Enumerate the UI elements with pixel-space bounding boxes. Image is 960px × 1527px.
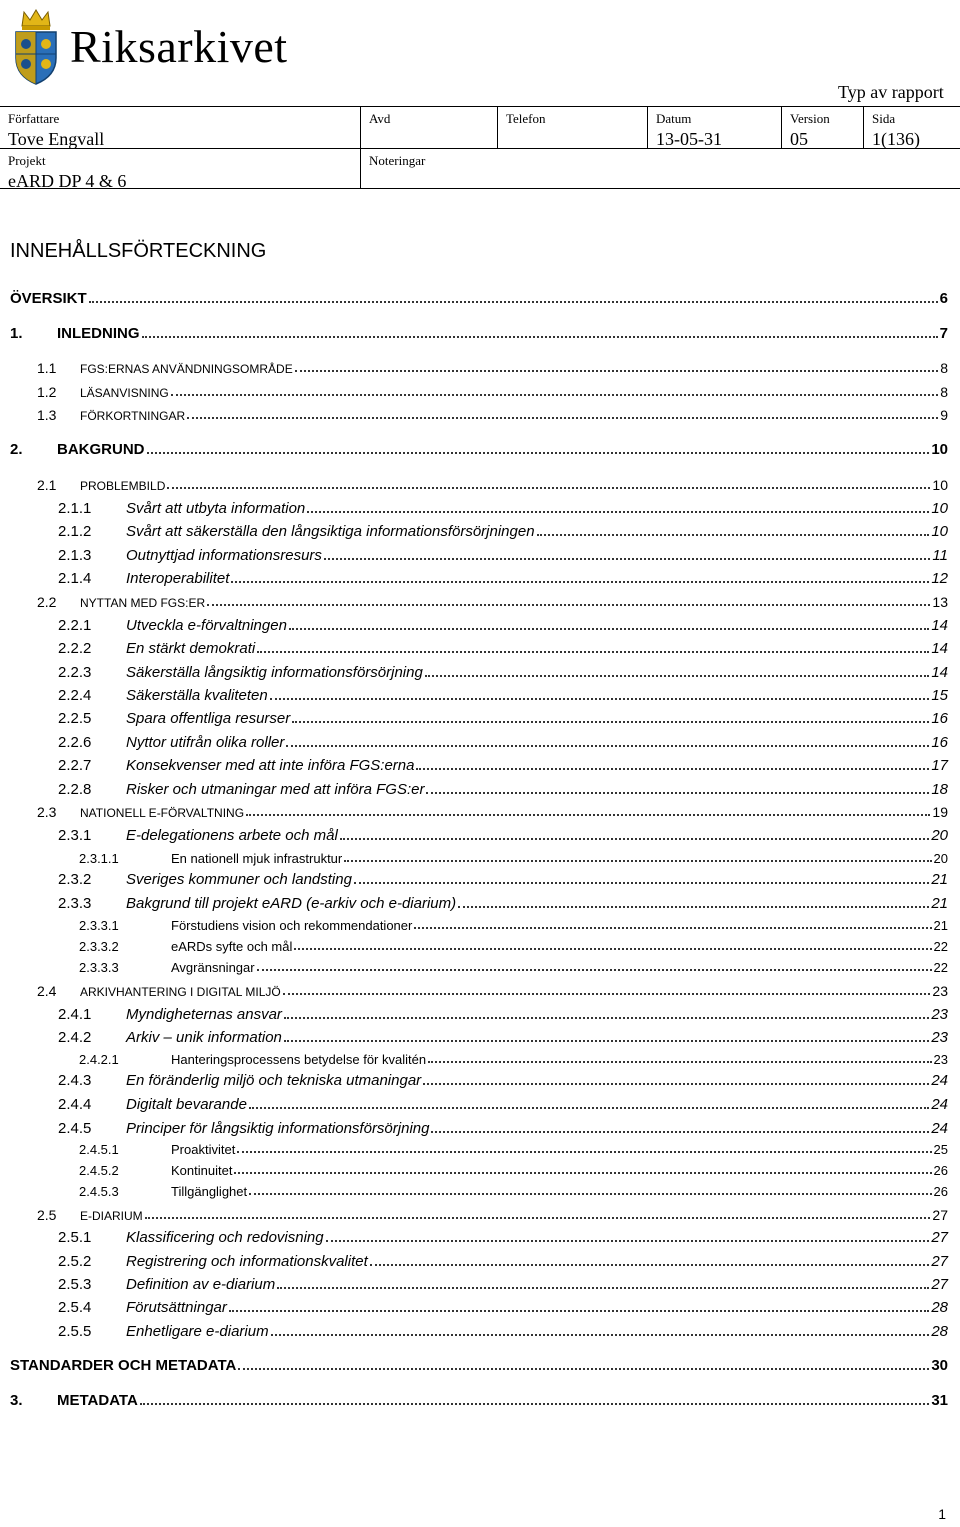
toc-entry-number: 2.3 — [37, 804, 57, 820]
toc-entry-page: 10 — [931, 441, 948, 458]
toc-leader-dots — [140, 1402, 929, 1405]
toc-entry-page: 17 — [931, 757, 948, 774]
toc-entry-title: Proaktivitet — [171, 1142, 236, 1157]
toc-entry[interactable] — [58, 781, 948, 798]
toc-entry-page: 23 — [931, 1006, 948, 1023]
toc-entry[interactable] — [37, 477, 948, 493]
notes-label: Noteringar — [369, 153, 426, 168]
header-table — [0, 106, 960, 189]
toc-entry-page: 31 — [931, 1392, 948, 1409]
toc-entry-number: 2.3.3 — [58, 895, 92, 912]
toc-leader-dots — [283, 992, 931, 995]
toc-entry-number: 2.2.8 — [58, 781, 92, 798]
toc-entry[interactable] — [58, 1006, 948, 1023]
toc-entry[interactable] — [10, 441, 948, 458]
toc-entry-number: 1.3 — [37, 407, 57, 423]
toc-entry-title: NYTTAN MED FGS:ER — [80, 596, 206, 610]
toc-entry-page: 24 — [931, 1072, 948, 1089]
toc-leader-dots — [246, 813, 930, 816]
toc-entry-title: Avgränsningar — [171, 960, 255, 975]
toc-entry-title: En nationell mjuk infrastruktur — [171, 851, 343, 866]
toc-leader-dots — [229, 1309, 929, 1312]
toc-entry[interactable] — [37, 983, 948, 999]
toc-leader-dots — [270, 697, 930, 700]
toc-entry-title: INLEDNING — [57, 325, 140, 342]
toc-leader-dots — [238, 1367, 929, 1370]
toc-entry-title: ARKIVHANTERING I DIGITAL MILJÖ — [80, 985, 281, 999]
toc-leader-dots — [187, 416, 938, 419]
toc-entry[interactable] — [58, 895, 948, 912]
toc-entry[interactable] — [58, 523, 948, 540]
toc-entry-number: 2.5 — [37, 1207, 57, 1223]
toc-entry-title: Nyttor utifrån olika roller — [126, 734, 285, 751]
toc-entry-title: Hanteringsprocessens betydelse för kvalitén — [171, 1052, 427, 1067]
toc-entry-title: Outnyttjad informationsresurs — [126, 547, 322, 564]
toc-leader-dots — [426, 791, 929, 794]
toc-leader-dots — [370, 1263, 930, 1266]
toc-entry-page: 14 — [931, 617, 948, 634]
toc-entry[interactable] — [58, 570, 948, 587]
toc-entry-number: 2.2.1 — [58, 617, 92, 634]
toc-entry-page: 16 — [931, 734, 948, 751]
toc-entry[interactable] — [58, 1120, 948, 1137]
toc-entry-page: 11 — [932, 547, 948, 564]
toc-entry-number: 2.3.1.1 — [79, 851, 119, 866]
toc-entry-number: 2.5.1 — [58, 1229, 92, 1246]
toc-entry[interactable] — [58, 1299, 948, 1316]
toc-entry-title: Principer för långsiktig informationsförsörjning — [126, 1120, 430, 1137]
toc-entry-page: 23 — [932, 983, 948, 999]
toc-entry-page: 26 — [933, 1163, 948, 1178]
toc-entry-number: 2.2.5 — [58, 710, 92, 727]
toc-entry-number: 2.3.3.2 — [79, 939, 119, 954]
toc-leader-dots — [277, 1286, 929, 1289]
toc-entry-title: STANDARDER OCH METADATA — [10, 1357, 237, 1374]
toc-entry-title: ÖVERSIKT — [10, 290, 87, 307]
toc-entry[interactable] — [37, 804, 948, 820]
toc-entry-page: 30 — [931, 1357, 948, 1374]
toc-leader-dots — [147, 451, 930, 454]
toc-entry-title: Förutsättningar — [126, 1299, 227, 1316]
coat-of-arms-icon — [10, 6, 62, 86]
toc-entry-number: 2. — [10, 441, 23, 458]
toc-leader-dots — [249, 1106, 929, 1109]
toc-entry-page: 14 — [931, 664, 948, 681]
page-value: 1(136) — [872, 129, 920, 149]
toc-leader-dots — [249, 1192, 931, 1195]
toc-leader-dots — [284, 1016, 929, 1019]
toc-leader-dots — [145, 1216, 931, 1219]
toc-entry[interactable] — [79, 1052, 948, 1067]
toc-leader-dots — [294, 947, 931, 950]
author-value: Tove Engvall — [8, 129, 105, 149]
toc-entry-page: 18 — [931, 781, 948, 798]
toc-entry[interactable] — [58, 1029, 948, 1046]
toc-entry[interactable] — [58, 547, 948, 564]
toc-leader-dots — [354, 881, 929, 884]
toc-entry-page: 20 — [931, 827, 948, 844]
date-value: 13-05-31 — [656, 129, 722, 149]
toc-entry-page: 27 — [932, 1207, 948, 1223]
toc-entry[interactable] — [79, 918, 948, 933]
toc-entry-title: Interoperabilitet — [126, 570, 230, 587]
toc-entry[interactable] — [37, 594, 948, 610]
toc-entry-number: 2.1 — [37, 477, 57, 493]
toc-entry-number: 2.4.5.2 — [79, 1163, 119, 1178]
toc-entry-number: 2.2.4 — [58, 687, 92, 704]
toc-entry-title: NATIONELL E-FÖRVALTNING — [80, 806, 245, 820]
toc-leader-dots — [257, 650, 929, 653]
toc-entry-number: 2.1.2 — [58, 523, 92, 540]
toc-entry-title: eARDs syfte och mål — [171, 939, 293, 954]
toc-entry-page: 15 — [931, 687, 948, 704]
toc-entry[interactable] — [58, 1253, 948, 1270]
toc-entry-page: 26 — [933, 1184, 948, 1199]
toc-entry-number: 2.4.5.1 — [79, 1142, 119, 1157]
toc-leader-dots — [286, 744, 929, 747]
toc-entry-number: 3. — [10, 1392, 23, 1409]
toc-entry-page: 27 — [931, 1253, 948, 1270]
toc-entry-number: 2.5.4 — [58, 1299, 92, 1316]
toc-leader-dots — [237, 1150, 931, 1153]
page-cell — [864, 107, 960, 149]
toc-entry-page: 16 — [931, 710, 948, 727]
author-cell — [0, 107, 361, 149]
toc-entry-title: Kontinuitet — [171, 1163, 233, 1178]
toc-entry[interactable] — [79, 1163, 948, 1178]
toc-entry-page: 10 — [931, 500, 948, 517]
toc-leader-dots — [324, 557, 931, 560]
toc-entry-page: 22 — [933, 960, 948, 975]
toc-entry-number: 2.5.5 — [58, 1323, 92, 1340]
toc-entry-title: LÄSANVISNING — [80, 386, 169, 400]
toc-entry-page: 27 — [931, 1229, 948, 1246]
toc-entry-title: Säkerställa kvaliteten — [126, 687, 268, 704]
toc-entry-number: 2.3.1 — [58, 827, 92, 844]
toc-entry-title: Enhetligare e-diarium — [126, 1323, 269, 1340]
toc-entry[interactable] — [79, 960, 948, 975]
toc-entry-number: 2.4.5 — [58, 1120, 92, 1137]
toc-entry[interactable] — [58, 687, 948, 704]
toc-entry-page: 24 — [931, 1096, 948, 1113]
toc-entry-page: 21 — [931, 895, 948, 912]
toc-leader-dots — [295, 369, 939, 372]
toc-entry-page: 25 — [933, 1142, 948, 1157]
author-label: Författare — [8, 111, 60, 126]
toc-leader-dots — [425, 674, 930, 677]
toc-leader-dots — [340, 837, 930, 840]
toc-entry-number: 1.1 — [37, 360, 57, 376]
dept-label: Avd — [369, 111, 391, 126]
toc-entry-page: 7 — [939, 325, 948, 342]
toc-leader-dots — [89, 300, 938, 303]
toc-entry[interactable] — [79, 1184, 948, 1199]
toc-entry-number: 2.2.6 — [58, 734, 92, 751]
toc-entry-title: Registrering och informationskvalitet — [126, 1253, 368, 1270]
toc-entry-number: 2.2.3 — [58, 664, 92, 681]
toc-leader-dots — [289, 627, 929, 630]
toc-entry-page: 6 — [939, 290, 948, 307]
toc-entry-number: 2.5.3 — [58, 1276, 92, 1293]
toc-entry[interactable] — [58, 757, 948, 774]
project-value: eARD DP 4 & 6 — [8, 171, 127, 191]
toc-entry-page: 12 — [931, 570, 948, 587]
toc-entry-page: 23 — [931, 1029, 948, 1046]
page-label: Sida — [872, 111, 896, 126]
toc-entry-number: 2.4.5.3 — [79, 1184, 119, 1199]
version-label: Version — [790, 111, 830, 126]
toc-entry-page: 19 — [932, 804, 948, 820]
date-cell — [648, 107, 782, 149]
toc-entry-number: 1. — [10, 325, 23, 342]
toc-entry-title: Spara offentliga resurser — [126, 710, 291, 727]
toc-entry-title: Sveriges kommuner och landsting — [126, 871, 352, 888]
toc-leader-dots — [414, 926, 931, 929]
toc-entry[interactable] — [37, 407, 948, 423]
toc-leader-dots — [458, 905, 929, 908]
toc-entry-page: 28 — [931, 1323, 948, 1340]
toc-leader-dots — [428, 1060, 931, 1063]
toc-leader-dots — [231, 580, 929, 583]
toc-entry[interactable] — [58, 827, 948, 844]
toc-leader-dots — [344, 859, 931, 862]
toc-entry[interactable] — [79, 939, 948, 954]
toc-entry-number: 2.3.2 — [58, 871, 92, 888]
toc-entry[interactable] — [58, 640, 948, 657]
toc-entry-page: 27 — [931, 1276, 948, 1293]
footer-page-number: 1 — [938, 1506, 946, 1522]
toc-entry[interactable] — [58, 710, 948, 727]
project-label: Projekt — [8, 153, 46, 168]
toc-entry-number: 2.5.2 — [58, 1253, 92, 1270]
toc-entry-number: 2.1.4 — [58, 570, 92, 587]
toc-entry[interactable] — [10, 325, 948, 342]
toc-entry-title: Risker och utmaningar med att införa FGS:er — [126, 781, 425, 798]
toc-entry-number: 2.1.3 — [58, 547, 92, 564]
toc-entry-title: Svårt att säkerställa den långsiktiga informationsförsörjningen — [126, 523, 535, 540]
toc-entry-number: 2.3.3.3 — [79, 960, 119, 975]
toc-entry-number: 2.4.2 — [58, 1029, 92, 1046]
toc-entry[interactable] — [37, 1207, 948, 1223]
toc-entry-page: 21 — [931, 871, 948, 888]
toc-entry-title: Säkerställa långsiktig informationsförsörjning — [126, 664, 423, 681]
toc-leader-dots — [171, 393, 939, 396]
toc-entry-number: 2.4 — [37, 983, 57, 999]
toc-entry[interactable] — [37, 384, 948, 400]
toc-entry-number: 2.4.3 — [58, 1072, 92, 1089]
toc-entry-page: 24 — [931, 1120, 948, 1137]
date-label: Datum — [656, 111, 692, 126]
toc-entry-page: 8 — [940, 384, 948, 400]
toc-leader-dots — [167, 486, 930, 489]
toc-entry-number: 2.1.1 — [58, 500, 92, 517]
toc-entry-number: 2.4.2.1 — [79, 1052, 119, 1067]
toc-entry[interactable] — [10, 1357, 948, 1374]
toc-entry-title: Förstudiens vision och rekommendationer — [171, 918, 413, 933]
phone-cell — [498, 107, 648, 149]
toc-entry-number: 2.2.2 — [58, 640, 92, 657]
toc-entry-page: 10 — [931, 523, 948, 540]
toc-entry[interactable] — [10, 1392, 948, 1409]
toc-entry-title: Klassificering och redovisning — [126, 1229, 324, 1246]
toc-entry[interactable] — [58, 1323, 948, 1340]
version-value: 05 — [790, 129, 808, 149]
logo-text: Riksarkivet — [70, 20, 288, 72]
toc-entry-number: 2.2.7 — [58, 757, 92, 774]
toc-entry-number: 2.2 — [37, 594, 57, 610]
toc-entry-title: Bakgrund till projekt eARD (e-arkiv och e-diarium) — [126, 895, 457, 912]
toc-entry[interactable] — [58, 617, 948, 634]
toc-entry-number: 2.4.4 — [58, 1096, 92, 1113]
toc-entry-title: METADATA — [57, 1392, 138, 1409]
toc-entry[interactable] — [10, 290, 948, 307]
toc-entry-number: 1.2 — [37, 384, 57, 400]
toc-entry-title: BAKGRUND — [57, 441, 145, 458]
toc-leader-dots — [416, 767, 929, 770]
toc-leader-dots — [292, 720, 929, 723]
toc-entry-title: Konsekvenser med att inte införa FGS:erna — [126, 757, 415, 774]
toc-entry[interactable] — [79, 851, 948, 866]
toc-entry-title: Definition av e-diarium — [126, 1276, 276, 1293]
toc-entry[interactable] — [58, 871, 948, 888]
toc-entry-number: 2.4.1 — [58, 1006, 92, 1023]
toc-leader-dots — [207, 603, 930, 606]
project-cell — [0, 149, 361, 189]
toc-title: INNEHÅLLSFÖRTECKNING — [10, 240, 267, 262]
toc-leader-dots — [142, 335, 938, 338]
notes-cell — [361, 149, 960, 189]
toc-leader-dots — [271, 1333, 930, 1336]
toc-entry-page: 14 — [931, 640, 948, 657]
toc-entry-title: E-delegationens arbete och mål — [126, 827, 338, 844]
riksarkivet-logo — [10, 4, 288, 88]
toc-leader-dots — [234, 1171, 931, 1174]
toc-entry-title: Utveckla e-förvaltningen — [126, 617, 287, 634]
toc-entry-page: 23 — [933, 1052, 948, 1067]
toc-entry-title: Arkiv – unik information — [126, 1029, 282, 1046]
toc-entry[interactable] — [58, 664, 948, 681]
toc-leader-dots — [257, 968, 932, 971]
toc-entry[interactable] — [58, 734, 948, 751]
toc-entry-title: Tillgänglighet — [171, 1184, 248, 1199]
toc-leader-dots — [431, 1130, 929, 1133]
toc-entry[interactable] — [58, 1276, 948, 1293]
toc-entry-page: 21 — [933, 918, 948, 933]
toc-entry-page: 8 — [940, 360, 948, 376]
toc-entry[interactable] — [58, 500, 948, 517]
toc-leader-dots — [284, 1039, 929, 1042]
toc-entry[interactable] — [58, 1229, 948, 1246]
phone-label: Telefon — [506, 111, 546, 126]
toc-entry-title: Myndigheternas ansvar — [126, 1006, 282, 1023]
toc-entry-title: PROBLEMBILD — [80, 479, 166, 493]
toc-entry-title: Digitalt bevarande — [126, 1096, 247, 1113]
toc-entry-page: 13 — [932, 594, 948, 610]
toc-entry-title: En föränderlig miljö och tekniska utmaningar — [126, 1072, 422, 1089]
dept-cell — [361, 107, 498, 149]
toc-entry-page: 9 — [940, 407, 948, 423]
toc-entry-page: 28 — [931, 1299, 948, 1316]
toc-leader-dots — [307, 510, 929, 513]
toc-entry-title: Svårt att utbyta information — [126, 500, 306, 517]
toc-entry[interactable] — [37, 360, 948, 376]
toc-entry-number: 2.3.3.1 — [79, 918, 119, 933]
toc-entry-title: FGS:ERNAS ANVÄNDNINGSOMRÅDE — [80, 362, 293, 376]
toc-leader-dots — [326, 1239, 930, 1242]
toc-entry-title: FÖRKORTNINGAR — [80, 409, 186, 423]
toc-entry[interactable] — [79, 1142, 948, 1157]
toc-entry-page: 10 — [932, 477, 948, 493]
toc-entry-title: E-DIARIUM — [80, 1209, 143, 1223]
toc-entry[interactable] — [58, 1072, 948, 1089]
toc-entry-page: 20 — [933, 851, 948, 866]
report-type: Typ av rapport — [838, 82, 944, 102]
toc-leader-dots — [537, 533, 930, 536]
toc-entry-title: En stärkt demokrati — [126, 640, 256, 657]
toc-entry[interactable] — [58, 1096, 948, 1113]
toc-entry-page: 22 — [933, 939, 948, 954]
version-cell — [782, 107, 864, 149]
toc-leader-dots — [423, 1082, 929, 1085]
